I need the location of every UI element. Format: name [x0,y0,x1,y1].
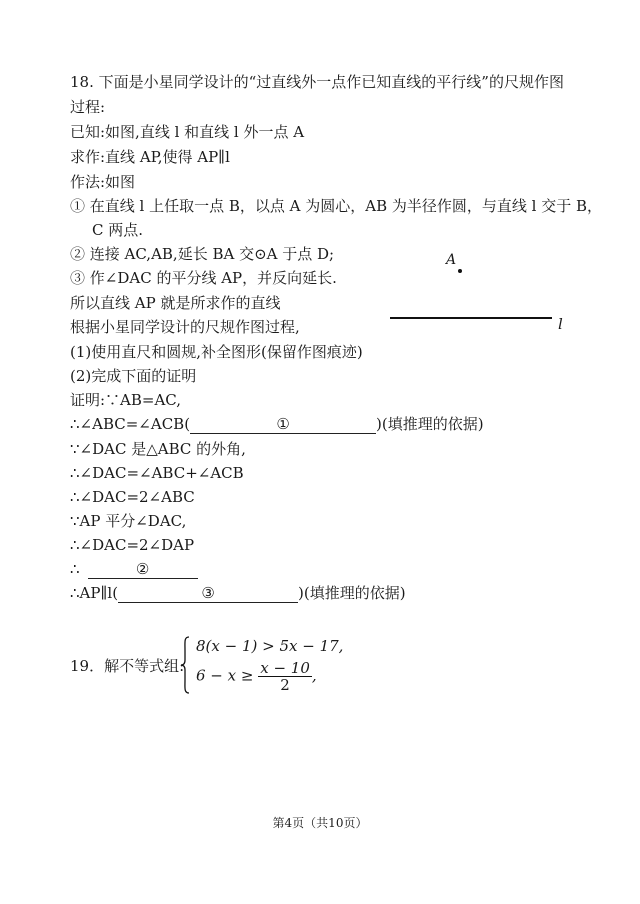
q18-step3: ③ 作∠DAC 的平分线 AP，并反向延长. [70,269,337,287]
answer-blank-3[interactable]: ③ [118,584,298,603]
inequality-2-left: 6 − x ≥ [196,666,254,685]
proof-line-6: ∵AP 平分∠DAC, [70,512,187,530]
page-footer: 第4页（共10页） [272,816,368,830]
q18-conclusion: 所以直线 AP 就是所求作的直线 [70,294,281,312]
fraction-denominator: 2 [280,676,290,694]
inequality-1: 8(x − 1) > 5x − 17, [196,637,344,655]
proof-line-8 [70,559,198,579]
q18-task2: (2)完成下面的证明 [70,367,197,385]
proof-line-4: ∴∠DAC=∠ABC+∠ACB [70,464,244,482]
proof-line-1: 证明:∵AB=AC, [70,391,182,409]
inequality-2-end: , [311,666,317,685]
q18-task1: (1)使用直尺和圆规,补全图形(保留作图痕迹) [70,343,363,361]
answer-blank-1[interactable]: ① [190,415,376,434]
proof-line-3: ∵∠DAC 是△ABC 的外角, [70,440,246,458]
q18-title-cont: 过程: [70,98,106,116]
proof-line-9-pre: ∴AP∥l( [70,584,119,602]
inequality-2 [196,660,317,693]
fraction-numerator: x − 10 [260,659,310,677]
proof-line-2-post: )(填推理的依据) [376,415,484,433]
q18-intro: 根据小星同学设计的尺规作图过程, [70,318,300,336]
point-a-dot [458,269,462,273]
q18-step1: ① 在直线 l 上任取一点 B，以点 A 为圆心，AB 为半径作圆，与直线 l 交于 B， [70,197,603,215]
proof-line-8-pre: ∴ [70,560,80,578]
q18-seek: 求作:直线 AP,使得 AP∥l [70,148,230,166]
inequality-2-fraction [258,660,312,693]
line-l-label: l [558,315,563,333]
proof-line-7: ∴∠DAC=2∠DAP [70,536,195,554]
q19-label: 19．解不等式组: [70,657,185,675]
answer-blank-2[interactable]: ② [88,560,198,579]
q18-step2: ② 连接 AC,AB,延长 BA 交⊙A 于点 D; [70,245,335,263]
q18-method: 作法:如图 [70,173,136,191]
q18-step1-cont: C 两点. [92,221,144,239]
proof-line-2 [70,414,484,434]
proof-line-9-post: )(填推理的依据) [298,584,406,602]
system-brace-icon [180,636,190,694]
q18-title: 18. 下面是小星同学设计的“过直线外一点作已知直线的平行线”的尺规作图 [70,73,564,91]
proof-line-9 [70,583,406,603]
proof-line-5: ∴∠DAC=2∠ABC [70,488,195,506]
proof-line-2-pre: ∴∠ABC=∠ACB( [70,415,191,433]
line-l [390,317,552,319]
point-a-label: A [446,252,457,268]
q18-known: 已知:如图,直线 l 和直线 l 外一点 A [70,123,305,141]
